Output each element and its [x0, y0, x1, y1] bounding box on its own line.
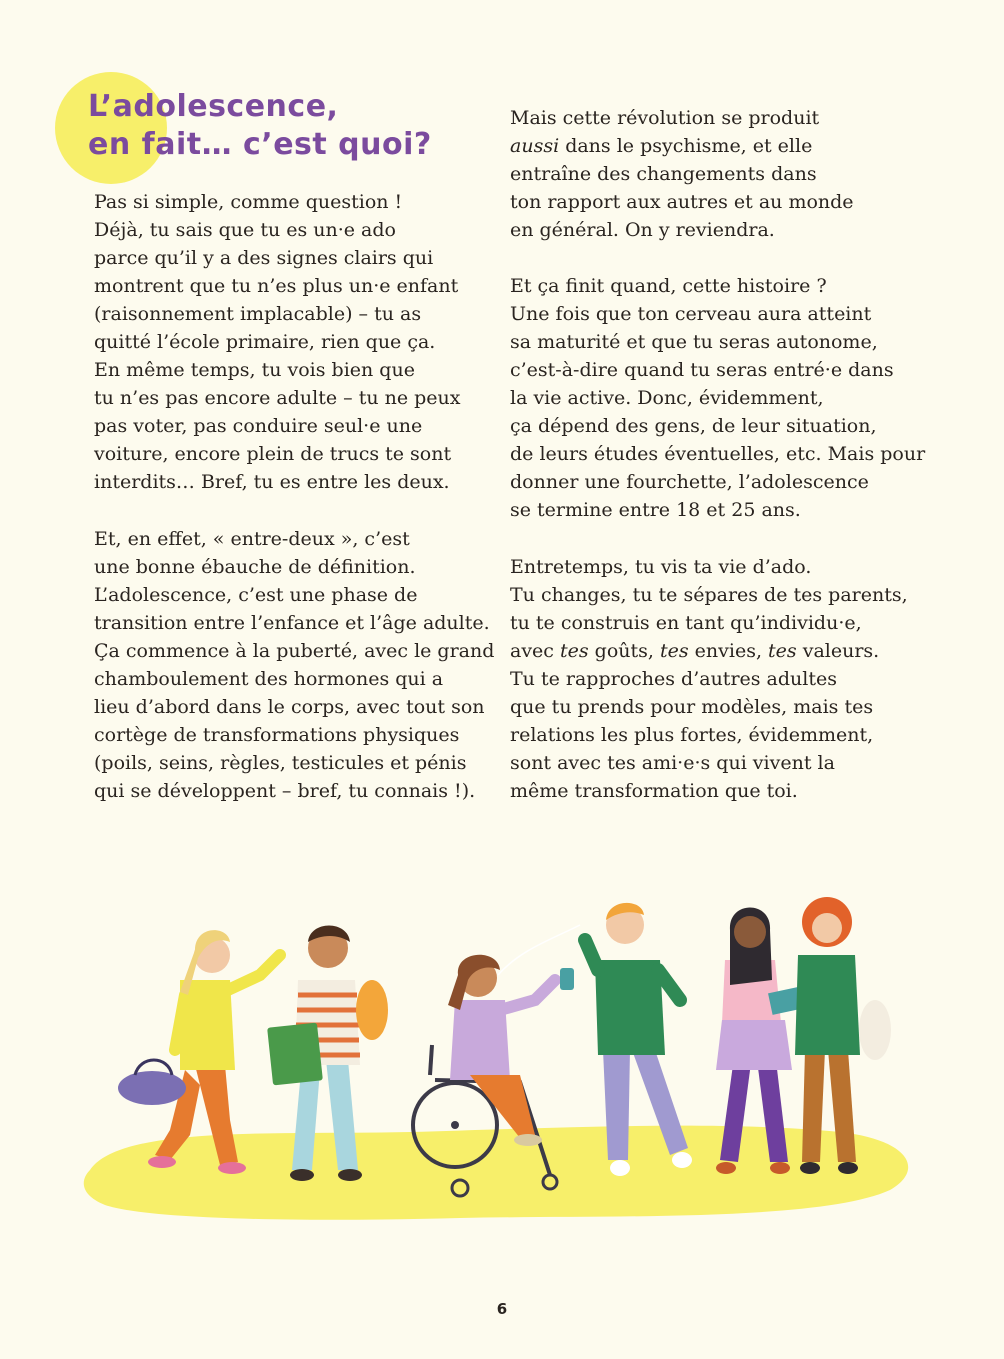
text-line: voiture, encore plein de trucs te sont	[94, 443, 452, 465]
teens-illustration	[80, 870, 920, 1230]
text-line: L’adolescence, c’est une phase de	[94, 584, 418, 606]
text-line: cortège de transformations physiques	[94, 724, 460, 746]
page-number: 6	[496, 1300, 508, 1318]
text-line: interdits… Bref, tu es entre les deux.	[94, 471, 450, 493]
text-line: que tu prends pour modèles, mais tes	[510, 696, 874, 718]
text-line: Déjà, tu sais que tu es un·e ado	[94, 219, 396, 241]
title-line-2: en fait… c’est quoi?	[88, 127, 432, 162]
emphasis: tes	[768, 640, 797, 662]
text-line: ça dépend des gens, de leur situation,	[510, 415, 877, 437]
figure-girl-curly-hair	[795, 897, 891, 1174]
page-title	[88, 88, 432, 164]
text-line: relations les plus fortes, évidemment,	[510, 724, 874, 746]
text-line: tu n’es pas encore adulte – tu ne peux	[94, 387, 461, 409]
text-line: En même temps, tu vois bien que	[94, 359, 415, 381]
text-line: transition entre l’enfance et l’âge adulte.	[94, 612, 490, 634]
text-run: dans le psychisme, et elle	[559, 135, 813, 157]
text-line: pas voter, pas conduire seul·e une	[94, 415, 423, 437]
text-line: quitté l’école primaire, rien que ça.	[94, 331, 436, 353]
left-paragraph-2	[94, 525, 494, 805]
text-line: sa maturité et que tu seras autonome,	[510, 331, 878, 353]
text-line: entraîne des changements dans	[510, 163, 817, 185]
text-line: tu te construis en tant qu’individu·e,	[510, 612, 862, 634]
text-line: (poils, seins, règles, testicules et pénis	[94, 752, 467, 774]
text-line: Tu changes, tu te sépares de tes parents,	[510, 584, 908, 606]
text-line: Ça commence à la puberté, avec le grand	[94, 640, 495, 662]
right-paragraph-2	[510, 272, 925, 524]
text-line: Une fois que ton cerveau aura atteint	[510, 303, 872, 325]
right-paragraph-1	[510, 104, 854, 244]
text-run: goûts,	[588, 640, 660, 662]
text-line	[510, 637, 908, 665]
text-line: même transformation que toi.	[510, 780, 798, 802]
text-line: montrent que tu n’es plus un·e enfant	[94, 275, 459, 297]
text-line: chamboulement des hormones qui a	[94, 668, 444, 690]
title-line-1: L’adolescence,	[88, 89, 339, 124]
text-line: c’est-à-dire quand tu seras entré·e dans	[510, 359, 894, 381]
text-run: avec	[510, 640, 560, 662]
text-line: de leurs études éventuelles, etc. Mais pour	[510, 443, 926, 465]
text-line: une bonne ébauche de définition.	[94, 556, 416, 578]
text-line: qui se développent – bref, tu connais !).	[94, 780, 476, 802]
text-line: Et, en effet, « entre-deux », c’est	[94, 528, 410, 550]
text-line: Tu te rapproches d’autres adultes	[510, 668, 837, 690]
text-run: valeurs.	[796, 640, 880, 662]
emphasis: aussi	[510, 135, 560, 157]
text-line: ton rapport aux autres et au monde	[510, 191, 854, 213]
text-line: (raisonnement implacable) – tu as	[94, 303, 422, 325]
text-line: se termine entre 18 et 25 ans.	[510, 499, 801, 521]
text-line: en général. On y reviendra.	[510, 219, 775, 241]
text-line: parce qu’il y a des signes clairs qui	[94, 247, 434, 269]
text-line: Et ça finit quand, cette histoire ?	[510, 275, 827, 297]
text-line: Pas si simple, comme question !	[94, 191, 403, 213]
right-paragraph-3	[510, 553, 908, 805]
emphasis: tes	[659, 640, 689, 662]
text-line: Entretemps, tu vis ta vie d’ado.	[510, 556, 812, 578]
text-line: lieu d’abord dans le corps, avec tout son	[94, 696, 485, 718]
text-line: la vie active. Donc, évidemment,	[510, 387, 824, 409]
left-paragraph-1	[94, 188, 460, 496]
emphasis: tes	[560, 640, 589, 662]
text-line: donner une fourchette, l’adolescence	[510, 471, 869, 493]
text-line: sont avec tes ami·e·s qui vivent la	[510, 752, 835, 774]
text-run: envies,	[688, 640, 769, 662]
text-line: Mais cette révolution se produit	[510, 107, 820, 129]
text-line	[510, 132, 854, 160]
